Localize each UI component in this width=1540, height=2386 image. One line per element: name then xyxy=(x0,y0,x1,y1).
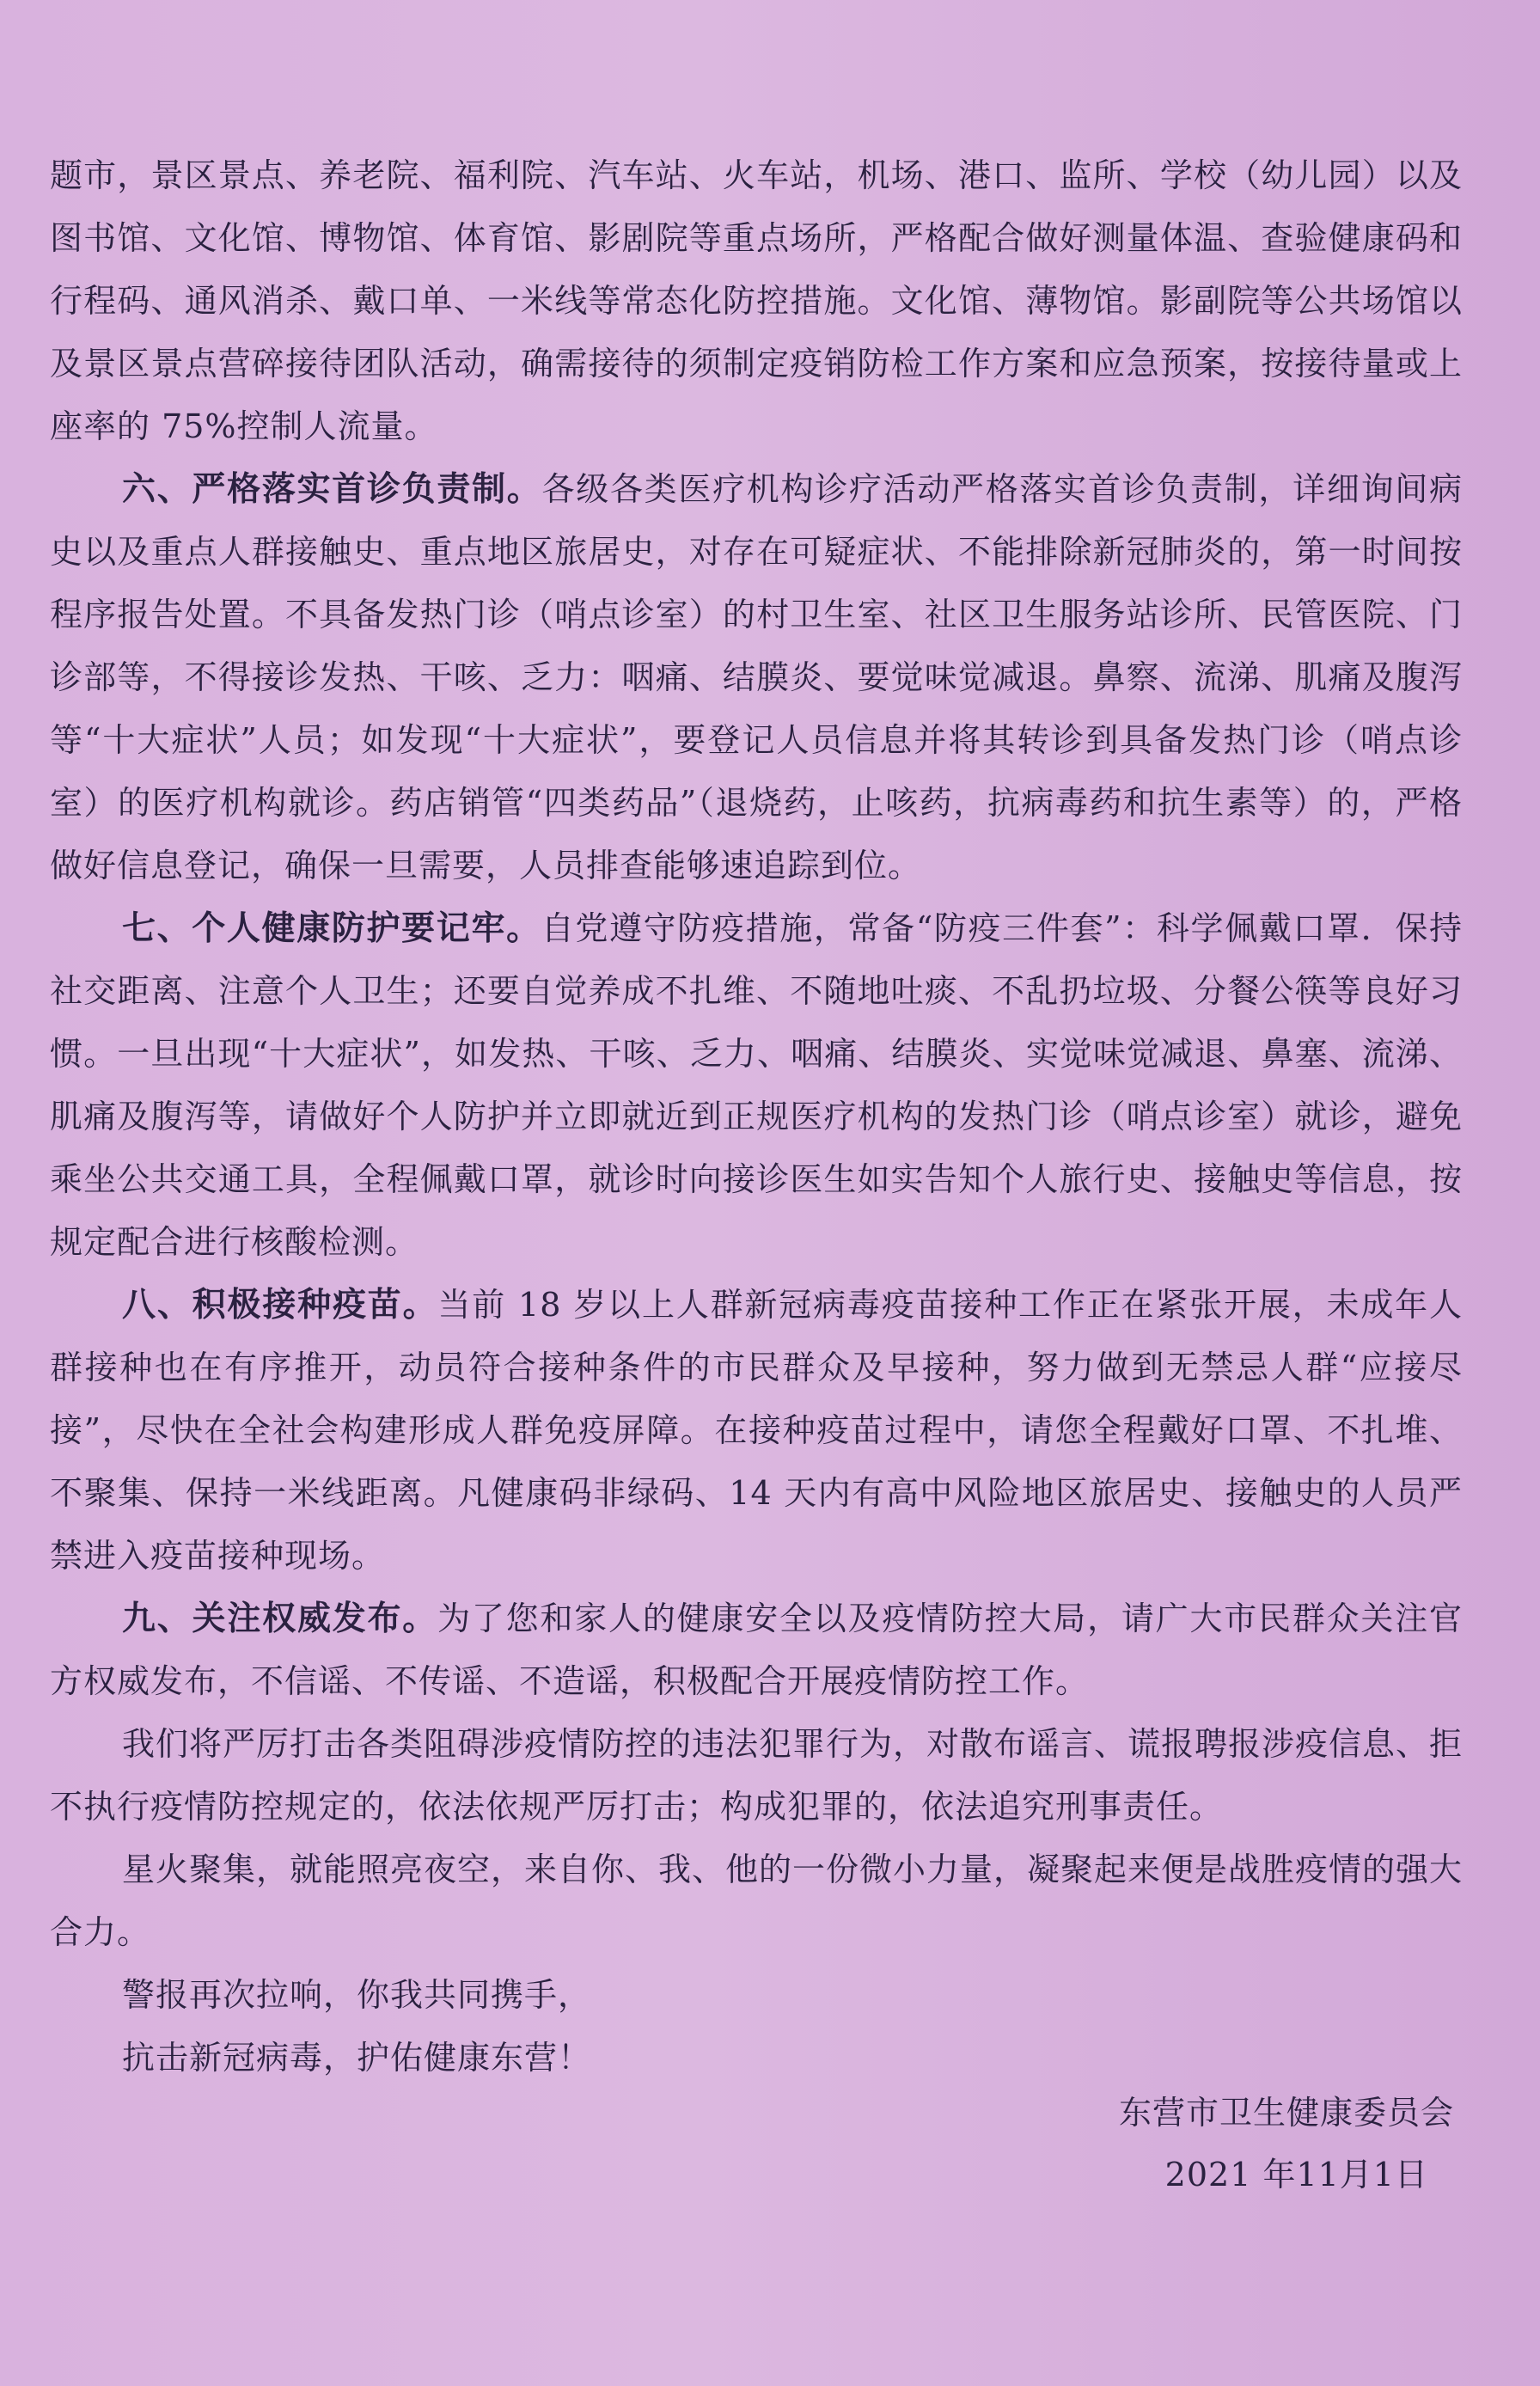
section-9-body: 为了您和家人的健康安全以及疫情防控大局，请广大市民群众关注官方权威发布，不信谣、不传谣、不造谣，积极配合开展疫情防控工作。 xyxy=(50,1600,1463,1700)
slogan-line-1: 警报再次拉响，你我共同携手， xyxy=(122,1976,592,2014)
slogan-line-2: 抗击新冠病毒，护佑健康东营！ xyxy=(122,2039,592,2077)
section-8 xyxy=(50,1274,1463,1588)
section-8-heading: 八、积极接种疫苗。 xyxy=(122,1286,438,1325)
section-8-body: 当前 18 岁以上人群新冠病毒疫苗接种工作正在紧张开展，未成年人群接种也在有序推开，动员符合接种条件的市民群众及早接种，努力做到无禁忌人群“应接尽接”，尽快在全社会构建形成人群免疫屏障。在接种疫苗过程中，请您全程戴好口罩、不扎堆、不聚集、保持一米线距离。凡健康码非绿码、14 天内有高中风险地区旅居史、接触史的人员严禁进入疫苗接种现场。 xyxy=(50,1286,1463,1575)
paragraph-crime: 我们将严厉打击各类阻碍涉疫情防控的违法犯罪行为，对散布谣言、谎报聘报涉疫信息、拒不执行疫情防控规定的，依法依规严厉打击；构成犯罪的，依法追究刑事责任。 xyxy=(50,1725,1464,1826)
section-7-body: 自党遵守防疫措施，常备“防疫三件套”：科学佩戴口罩．保持社交距离、注意个人卫生；还要自觉养成不扎维、不随地吐痰、不乱扔垃圾、分餐公筷等良好习惯。一旦出现“十大症状”，如发热、干咳、乏力、咽痛、结膜炎、实觉味觉减退、鼻塞、流涕、肌痛及腹泻等，请做好个人防护并立即就近到正规医疗机构的发热门诊（哨点诊室）就诊，避免乘坐公共交通工具，全程佩戴口罩，就诊时向接诊医生如实告知个人旅行史、接触史等信息，按规定配合进行核酸检测。 xyxy=(50,909,1463,1261)
signature-date: 2021 年11月1日 xyxy=(1164,2156,1428,2193)
section-9 xyxy=(50,1588,1463,1713)
section-7-heading: 七、个人健康防护要记牢。 xyxy=(122,909,541,948)
section-6 xyxy=(50,458,1463,897)
signature-organization: 东营市卫生健康委员会 xyxy=(1118,2094,1454,2132)
section-6-body: 各级各类医疗机构诊疗活动严格落实首诊负责制，详细询间病史以及重点人群接触史、重点地区旅居史，对存在可疑症状、不能排除新冠肺炎的，第一时间按程序报告处置。不具备发热门诊（哨点诊室）的村卫生室、社区卫生服务站诊所、民管医院、门诊部等，不得接诊发热、干咳、乏力：咽痛、结膜炎、要觉味觉减退。鼻察、流涕、肌痛及腹泻等“十大症状”人员；如发现“十大症状”，要登记人员信息并将其转诊到具备发热门诊（哨点诊室）的医疗机构就诊。药店销管“四类药品”（退烧药，止咳药，抗病毒药和抗生素等）的，严格做好信息登记，确保一旦需要，人员排查能够速追踪到位。 xyxy=(50,470,1463,884)
section-6-heading: 六、严格落实首诊负责制。 xyxy=(122,470,542,509)
paragraph-venues: 题市，景区景点、养老院、福利院、汽车站、火车站，机场、港口、监所、学校（幼儿园）以及图书馆、文化馆、博物馆、体育馆、影剧院等重点场所，严格配合做好测量体温、查验健康码和行程码、通风消杀、戴口单、一米线等常态化防控措施。文化馆、薄物馆。影副院等公共场馆以及景区景点营碎接待团队活动，确需接待的须制定疫销防检工作方案和应急预案，按接待量或上座率的 75%控制人流量。 xyxy=(50,156,1463,445)
section-7 xyxy=(50,897,1463,1274)
paragraph-unity: 星火聚集，就能照亮夜空，来自你、我、他的一份微小力量，凝聚起来便是战胜疫情的强大合力。 xyxy=(50,1851,1464,1951)
section-9-heading: 九、关注权威发布。 xyxy=(122,1600,438,1638)
